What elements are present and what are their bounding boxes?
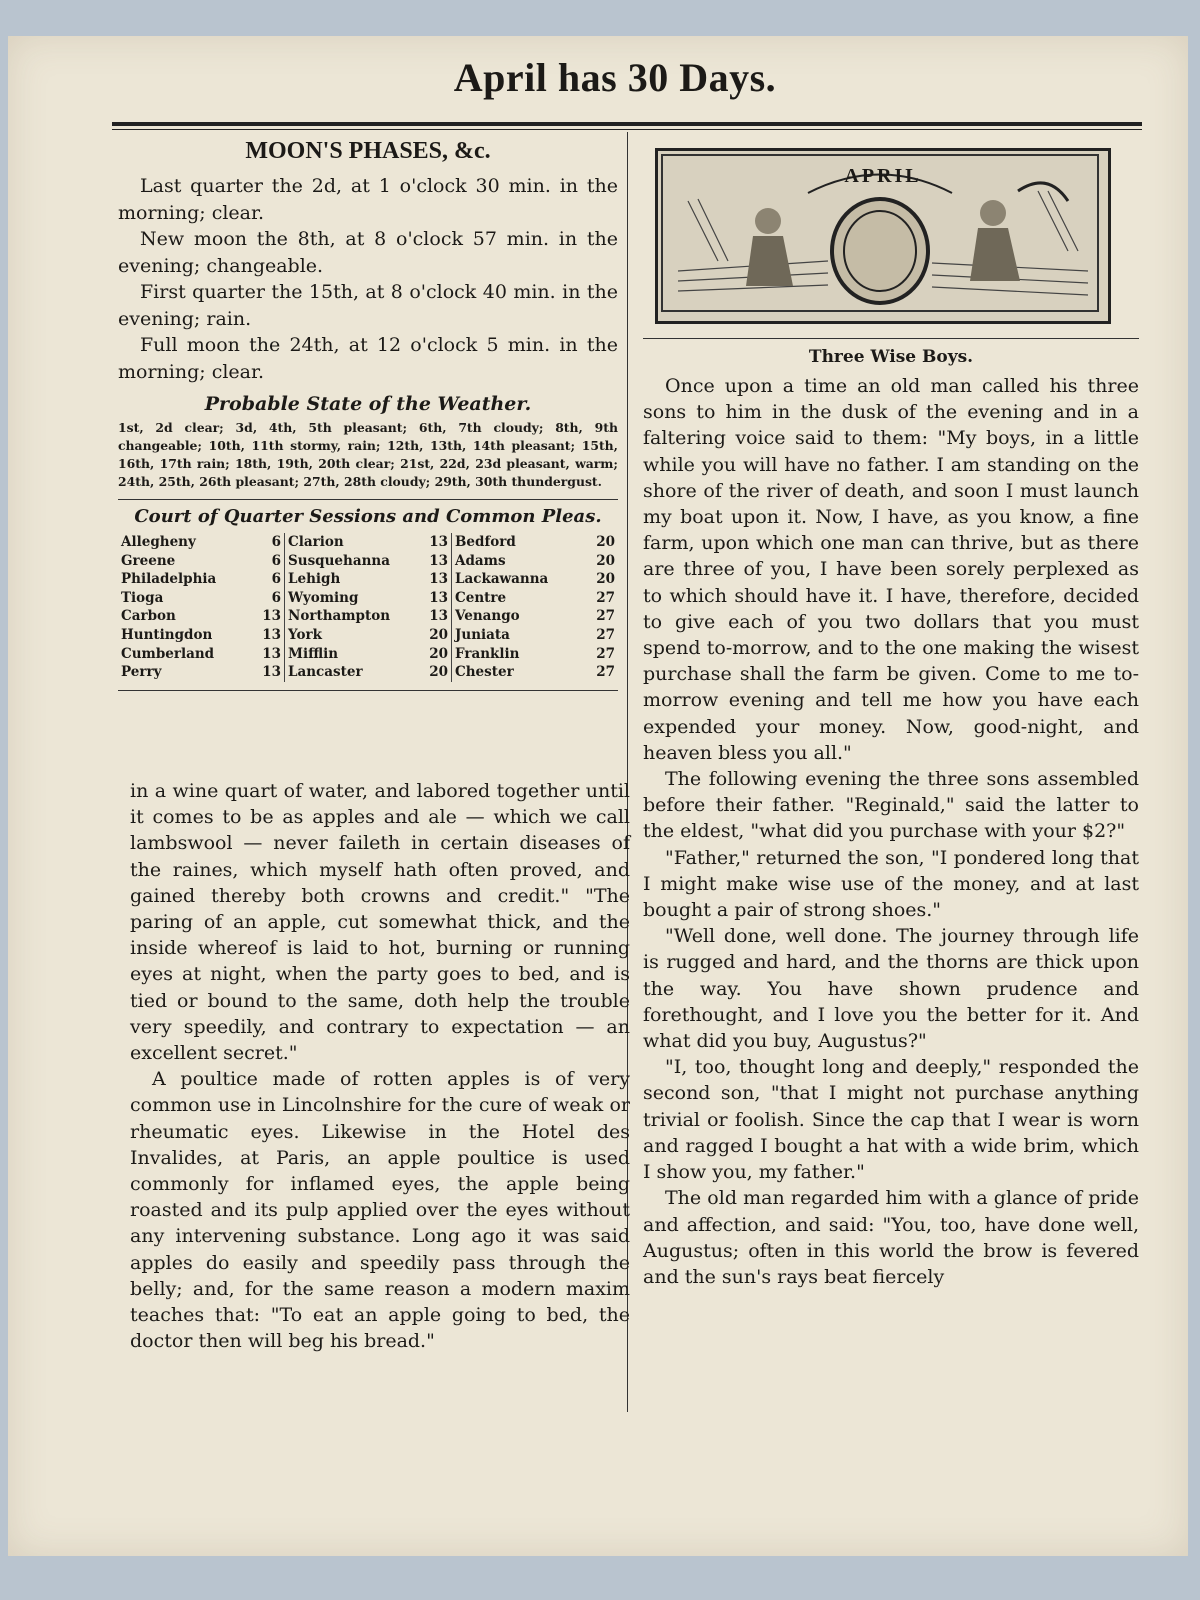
moon-phase-entry: Last quarter the 2d, at 1 o'clock 30 min. in the morning; clear. [118,175,618,224]
court-row [288,552,448,571]
court-row [121,570,281,589]
story-paragraph: The following evening the three sons assembled before their father. "Reginald," said the latter to the eldest, "what did you purchase with your $2?" [643,768,1139,843]
county-name: Centre [455,589,507,606]
court-row [121,589,281,608]
court-day: 13 [262,664,281,681]
court-row [455,663,615,682]
court-row [455,607,615,626]
section-rule [643,338,1139,339]
county-name: Perry [121,664,162,681]
court-row [455,552,615,571]
county-name: Susquehanna [288,552,390,569]
county-name: Wyoming [288,589,359,606]
county-name: Lackawanna [455,571,549,588]
story-paragraph: Once upon a time an old man called his three sons to him in the dusk of the evening and in a faltering voice said to them: "My boys, in a little while you will have no father. I am standing on the shore of the river of death, and soon I must launch my boat upon it. Now, I have, as you know, a fine farm, upon which one man can thrive, but as there are three of you, I have been sorely perplexed as to which should have it. I have, therefore, decided to give each of you two dollars that you must spend to-morrow, and to the one making the wisest purchase shall the farm be given. Come to me to-morrow evening and tell me how you have each expended your money. Now, good-night, and heaven bless you all." [643,375,1139,764]
left-column-upper [118,136,618,697]
court-row [288,645,448,664]
court-day: 6 [271,571,281,588]
court-day: 6 [271,552,281,569]
court-day: 13 [262,645,281,662]
court-row [121,663,281,682]
court-day: 13 [429,571,448,588]
weather-text: 1st, 2d clear; 3d, 4th, 5th pleasant; 6th, 7th cloudy; 8th, 9th changeable; 10th, 11th stormy, rain; 12th, 13th, 14th pleasant; 15th, 16th, 17th rain; 18th, 19th, 20th clear; 21st, 22d, 23d pleasant, warm; 24th, 25th, 26th pleasant; 27th, 28th cloudy; 29th, 30th thundergust. [118,420,618,489]
court-row [121,626,281,645]
court-row [288,607,448,626]
county-name: Huntingdon [121,626,213,643]
court-day: 13 [429,589,448,606]
county-name: Lancaster [288,664,363,681]
title-rule-thin [112,129,1142,130]
court-row [455,589,615,608]
story-paragraph: "I, too, thought long and deeply," responded the second son, "that I might not purchase anything trivial or foolish. Since the cap that I wear is worn and ragged I bought a hat with a wide brim, which I show you, my father." [643,1056,1139,1184]
story-paragraph: "Father," returned the son, "I pondered long that I might make wise use of the money, and at last bought a pair of strong shoes." [643,846,1139,922]
court-heading: Court of Quarter Sessions and Common Pleas. [134,506,602,527]
county-name: Mifflin [288,645,339,662]
county-name: Allegheny [121,534,196,550]
moon-phase-entry: Full moon the 24th, at 12 o'clock 5 min. in the morning; clear. [118,334,618,383]
court-column [451,533,618,682]
county-name: Cumberland [121,645,215,662]
county-name: Clarion [288,534,344,550]
court-row [455,645,615,664]
court-row [121,533,281,552]
april-engraving [655,148,1111,324]
court-row [288,663,448,682]
court-day: 13 [429,534,448,550]
story-heading: Three Wise Boys. [808,347,974,367]
county-name: Adams [455,552,506,569]
court-day: 6 [271,534,281,550]
court-table [118,533,618,682]
article-paragraph: in a wine quart of water, and labored together until it comes to be as apples and ale — which we call lambswool — never faileth in certain diseases of the raines, which myself hath often proved, and gained thereby both crowns and credit." "The paring of an apple, cut somewhat thick, and the inside whereof is laid to hot, burning or running eyes at night, when the party goes to bed, and is tied or bound to the same, doth help the trouble very speedily, and contrary to expectation — an excellent secret." [130,780,630,1065]
court-day: 13 [429,552,448,569]
moon-phases-heading: MOON'S PHASES, &c. [245,138,491,164]
county-name: Lehigh [288,571,341,588]
county-name: Philadelphia [121,571,217,588]
section-rule [118,690,618,691]
county-name: Chester [455,664,514,681]
court-row [455,533,615,552]
emblem-label: APRIL [844,165,922,187]
county-name: Bedford [455,534,516,550]
court-day: 20 [596,534,615,550]
county-name: Juniata [455,626,510,643]
court-day: 20 [596,571,615,588]
right-column [643,140,1139,1290]
court-day: 6 [271,589,281,606]
court-column [118,533,284,682]
court-row [288,589,448,608]
weather-heading: Probable State of the Weather. [204,393,532,415]
court-row [455,626,615,645]
court-day: 13 [262,608,281,625]
county-name: Greene [121,552,176,569]
court-day: 20 [429,664,448,681]
moon-phase-entry: New moon the 8th, at 8 o'clock 57 min. in the evening; changeable. [118,228,618,277]
court-row [121,552,281,571]
court-day: 27 [596,645,615,662]
court-column [284,533,451,682]
story-paragraph: The old man regarded him with a glance of pride and affection, and said: "You, too, have done well, Augustus; often in this world the brow is fevered and the sun's rays beat fiercely [643,1187,1139,1288]
court-day: 27 [596,664,615,681]
court-row [121,607,281,626]
county-name: Carbon [121,608,176,625]
court-day: 27 [596,626,615,643]
court-day: 13 [262,626,281,643]
section-rule [118,499,618,500]
court-row [288,570,448,589]
moon-phase-entry: First quarter the 15th, at 8 o'clock 40 min. in the evening; rain. [118,281,618,330]
story-paragraph: "Well done, well done. The journey through life is rugged and hard, and the thorns are thick upon the way. You have shown prudence and forethought, and I love you the better for it. And what did you buy, Augustus?" [643,925,1139,1053]
court-day: 13 [429,608,448,625]
page-title: April has 30 Days. [453,55,777,100]
court-day: 27 [596,608,615,625]
article-paragraph: A poultice made of rotten apples is of very common use in Lincolnshire for the cure of weak or rheumatic eyes. Likewise in the Hotel des Invalides, at Paris, an apple poultice is used commonly for inflamed eyes, the apple being roasted and its pulp applied over the eyes without any intervening substance. Long ago it was said apples do easily and speedily pass through the belly; and, for the same reason a modern maxim teaches that: "To eat an apple going to bed, the doctor then will beg his bread." [130,1068,630,1353]
court-day: 20 [429,645,448,662]
title-rule [112,122,1142,126]
county-name: Tioga [121,589,164,606]
left-column-lower [130,778,630,1354]
county-name: Franklin [455,645,520,662]
court-day: 20 [429,626,448,643]
county-name: Northampton [288,608,391,625]
county-name: York [288,626,322,643]
court-row [288,626,448,645]
court-row [288,533,448,552]
court-row [455,570,615,589]
county-name: Venango [455,608,520,625]
court-day: 20 [596,552,615,569]
court-row [121,645,281,664]
court-day: 27 [596,589,615,606]
